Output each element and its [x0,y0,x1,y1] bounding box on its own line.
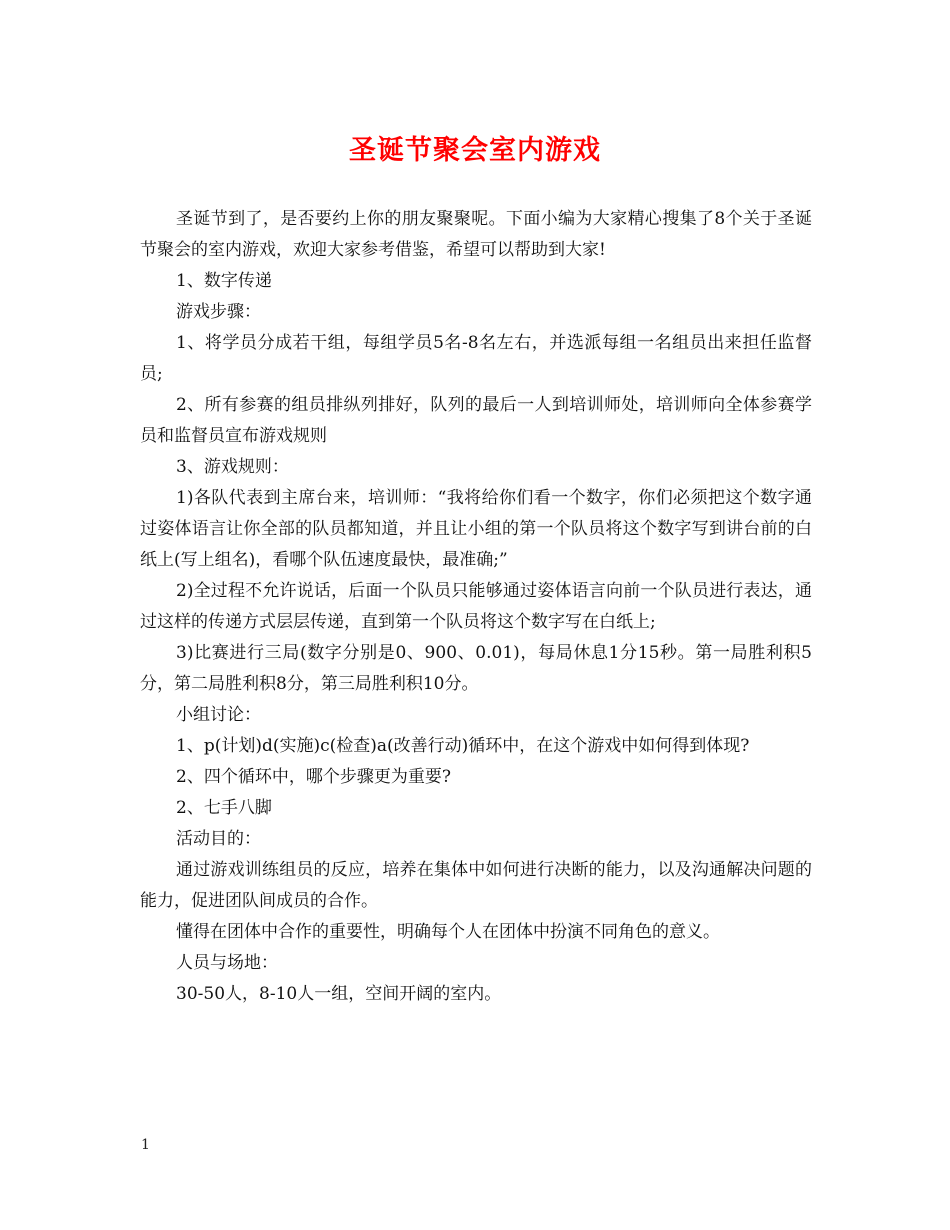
discussion-question-1: 1、p(计划)d(实施)c(检查)a(改善行动)循环中，在这个游戏中如何得到体现? [176,736,750,756]
activity-purpose-label: 活动目的： [176,829,261,849]
section-heading-seven-hands: 2、七手八脚 [176,798,272,818]
step-2-paragraph: 2、所有参赛的组员排纵列排好，队列的最后一人到培训师处，培训师向全体参赛学员和监督员宣布游戏规则 [140,395,812,446]
game-steps-label: 游戏步骤： [176,302,261,322]
step-1-paragraph: 1、将学员分成若干组，每组学员5名-8名左右，并选派每组一名组员出来担任监督员; [140,333,812,384]
group-discussion-label: 小组讨论： [176,705,261,725]
rule-1-paragraph: 1)各队代表到主席台来，培训师：“我将给你们看一个数字，你们必须把这个数字通过姿体语言让你全部的队员都知道，并且让小组的第一个队员将这个数字写到讲台前的白纸上(写上组名)，看哪个队伍速度最快，最准确;” [140,488,812,570]
document-title: 圣诞节聚会室内游戏 [349,135,601,166]
step-3-label: 3、游戏规则： [176,457,289,477]
document-body [140,204,812,1010]
people-venue-paragraph: 30-50人，8-10人一组，空间开阔的室内。 [176,984,502,1004]
purpose-paragraph-2: 懂得在团体中合作的重要性，明确每个人在团体中扮演不同角色的意义。 [176,922,720,942]
page-number: 1 [141,1137,150,1153]
rule-3-paragraph: 3)比赛进行三局(数字分别是0、900、0.01)，每局休息1分15秒。第一局胜利积5分，第二局胜利积8分，第三局胜利积10分。 [140,643,812,694]
purpose-paragraph-1: 通过游戏训练组员的反应，培养在集体中如何进行决断的能力，以及沟通解决问题的能力，促进团队间成员的合作。 [140,860,812,911]
section-heading-number-passing: 1、数字传递 [176,271,272,291]
rule-2-paragraph: 2)全过程不允许说话，后面一个队员只能够通过姿体语言向前一个队员进行表达，通过这样的传递方式层层传递，直到第一个队员将这个数字写在白纸上; [140,581,812,632]
people-venue-label: 人员与场地： [176,953,278,973]
discussion-question-2: 2、四个循环中，哪个步骤更为重要? [176,767,451,787]
intro-paragraph: 圣诞节到了，是否要约上你的朋友聚聚呢。下面小编为大家精心搜集了8个关于圣诞节聚会的室内游戏，欢迎大家参考借鉴，希望可以帮助到大家! [140,209,812,260]
